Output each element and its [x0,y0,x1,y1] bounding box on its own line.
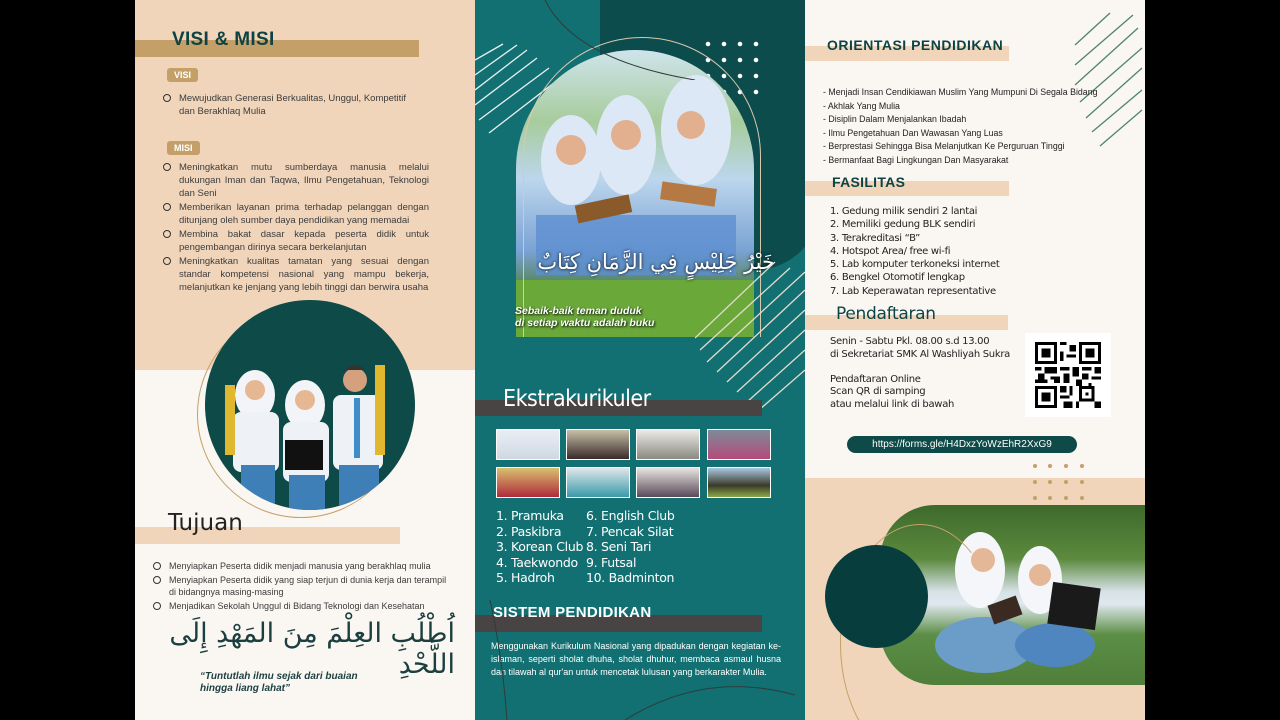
ekstra-item: 7. Pencak Silat [586,523,674,539]
circle-bullet-icon [163,203,171,211]
qr-code-icon [1035,341,1101,409]
misi-item: Meningkatkan mutu sumberdaya manusia melalui dukungan Iman dan Taqwa, Ilmu Pengetahuan, Teknologi dan Seni [163,161,429,200]
fasilitas-list [830,205,1000,298]
ekstra-list-right [586,508,675,586]
tujuan-item: Menyiapkan Peserta didik menjadi manusia yang berakhlaq mulia [153,560,453,573]
ekstra-item: 6. English Club [586,508,675,523]
fasilitas-item: 7. Lab Keperawatan representative [830,285,996,297]
activity-thumbnail [707,429,771,460]
ekstra-list-left [496,508,583,586]
right-panel [805,0,1145,720]
activity-thumbnail [636,467,700,498]
tujuan-list [153,560,453,613]
orientasi-item: - Akhlak Yang Mulia [823,100,900,111]
diagonal-lines-decoration [695,250,805,410]
ekstra-item: 1. Pramuka [496,508,564,523]
arabic-calligraphy: اُطْلُبِ العِلْمَ مِنَ المَهْدِ إِلَى اللَّحْدِ [169,618,455,680]
middle-panel [475,0,805,720]
brochure [135,0,1145,720]
photo-circle [205,300,415,510]
tujuan-item: Menyiapkan Peserta didik yang siap terjun di dunia kerja dan terampil di bidangnya masing-masing [153,574,453,599]
tujuan-title: Tujuan [168,510,243,536]
ekstra-item: 5. Hadroh [496,570,555,585]
ekstra-item: 8. Seni Tari [586,539,652,554]
activity-thumbnail [636,429,700,460]
ekstra-item: 9. Futsal [586,554,637,570]
activity-thumbnail [496,467,560,498]
orientasi-item: - Disiplin Dalam Menjalankan Ibadah [823,114,967,124]
left-panel [135,0,475,720]
sistem-pendidikan-title: SISTEM PENDIDIKAN [493,604,652,621]
fasilitas-item: 6. Bengkel Otomotif lengkap [830,272,965,284]
orientasi-item: - Ilmu Pengetahuan Dan Wawasan Yang Luas [823,127,1003,138]
registration-link[interactable]: https://forms.gle/H4DxzYoWzEhR2XxG9 [847,436,1077,453]
circle-bullet-icon [153,576,161,584]
fasilitas-item: 2. Memiliki gedung BLK sendiri [830,219,976,231]
ekstra-item: 3. Korean Club [496,539,584,554]
orientasi-item: - Bermanfaat Bagi Lingkungan Dan Masyarakat [823,154,1009,165]
arabic-calligraphy: خَيْرُ جَلِيْسٍ فِي الزَّمَانِ كِتَابٌ [537,250,775,274]
visi-tag: VISI [167,68,198,82]
pendaftaran-info: Senin - Sabtu Pkl. 08.00 s.d 13.00 di Sekretariat SMK Al Washliyah Sukra Pendaftaran Online Scan QR di samping atau melalui link di bawah [830,336,1010,410]
visi-misi-title: VISI & MISI [172,29,275,50]
dark-teal-circle [825,545,928,648]
visi-item: Mewujudkan Generasi Berkualitas, Unggul, Kompetitif dan Berakhlaq Mulia [163,92,413,118]
ekstrakurikuler-title: Ekstrakurikuler [503,386,651,412]
circle-bullet-icon [153,562,161,570]
quote-translation: “Tuntutlah ilmu sejak dari buaian hingga liang lahat” [200,671,358,694]
ekstra-item: 10. Badminton [586,570,675,585]
orientasi-item: - Menjadi Insan Cendikiawan Muslim Yang Mumpuni Di Segala Bidang [823,87,1098,97]
fasilitas-item: 4. Hotspot Area/ free wi-fi [830,245,951,257]
orientasi-title: ORIENTASI PENDIDIKAN [827,37,1004,53]
misi-item: Membina bakat dasar kepada peserta didik untuk pengembangan dirinya secara berkelanjutan [163,228,429,254]
students-illustration [205,300,415,510]
misi-list [163,161,429,295]
activity-thumbnail [566,429,630,460]
fasilitas-item: 1. Gedung milik sendiri 2 lantai [830,206,978,217]
activity-thumbnail [566,467,630,498]
tujuan-item: Menjadikan Sekolah Unggul di Bidang Teknologi dan Kesehatan [153,600,453,613]
circle-bullet-icon [163,230,171,238]
circle-bullet-icon [163,257,171,265]
ekstra-item: 4. Taekwondo [496,554,578,570]
orientasi-list [823,86,1097,167]
circle-bullet-icon [163,163,171,171]
ekstra-item: 2. Paskibra [496,523,562,539]
quote-translation: Sebaik-baik teman duduk di setiap waktu adalah buku [515,305,655,329]
orientasi-item: - Berprestasi Sehingga Bisa Melanjutkan Ke Perguruan Tinggi [823,141,1065,151]
misi-tag: MISI [167,141,200,155]
qr-code[interactable] [1025,333,1111,417]
visi-list [163,92,413,119]
curve-lines-decoration [535,0,735,80]
sistem-pendidikan-text: Menggunakan Kurikulum Nasional yang dipadukan dengan kegiatan ke-islaman, seperti sholat dhuha, sholat dhuhur, membaca asmaul husna dan tilawah al qur'an untuk mencetak lulusan yang berkarakter Mulia. [491,641,781,677]
pendaftaran-title: Pendaftaran [836,304,936,324]
activity-thumbnail [496,429,560,460]
fasilitas-item: 5. Lab komputer terkoneksi internet [830,259,1000,271]
fasilitas-title: FASILITAS [832,174,906,190]
misi-item: Memberikan layanan prima terhadap pelanggan dengan ditunjang oleh sumber daya pendidikan yang memadai [163,201,429,227]
activity-thumbnail [707,467,771,498]
curve-lines-decoration [475,600,805,720]
circle-bullet-icon [153,602,161,610]
students-trophy-photo [197,300,419,522]
circle-bullet-icon [163,94,171,102]
misi-item: Meningkatkan kualitas tamatan yang sesuai dengan standar kompetensi nasional yang mampu bekerja, melanjutkan ke jenjang yang lebih tinggi dan berwira usaha [163,255,429,294]
fasilitas-item: 3. Terakreditasi “B” [830,232,921,244]
